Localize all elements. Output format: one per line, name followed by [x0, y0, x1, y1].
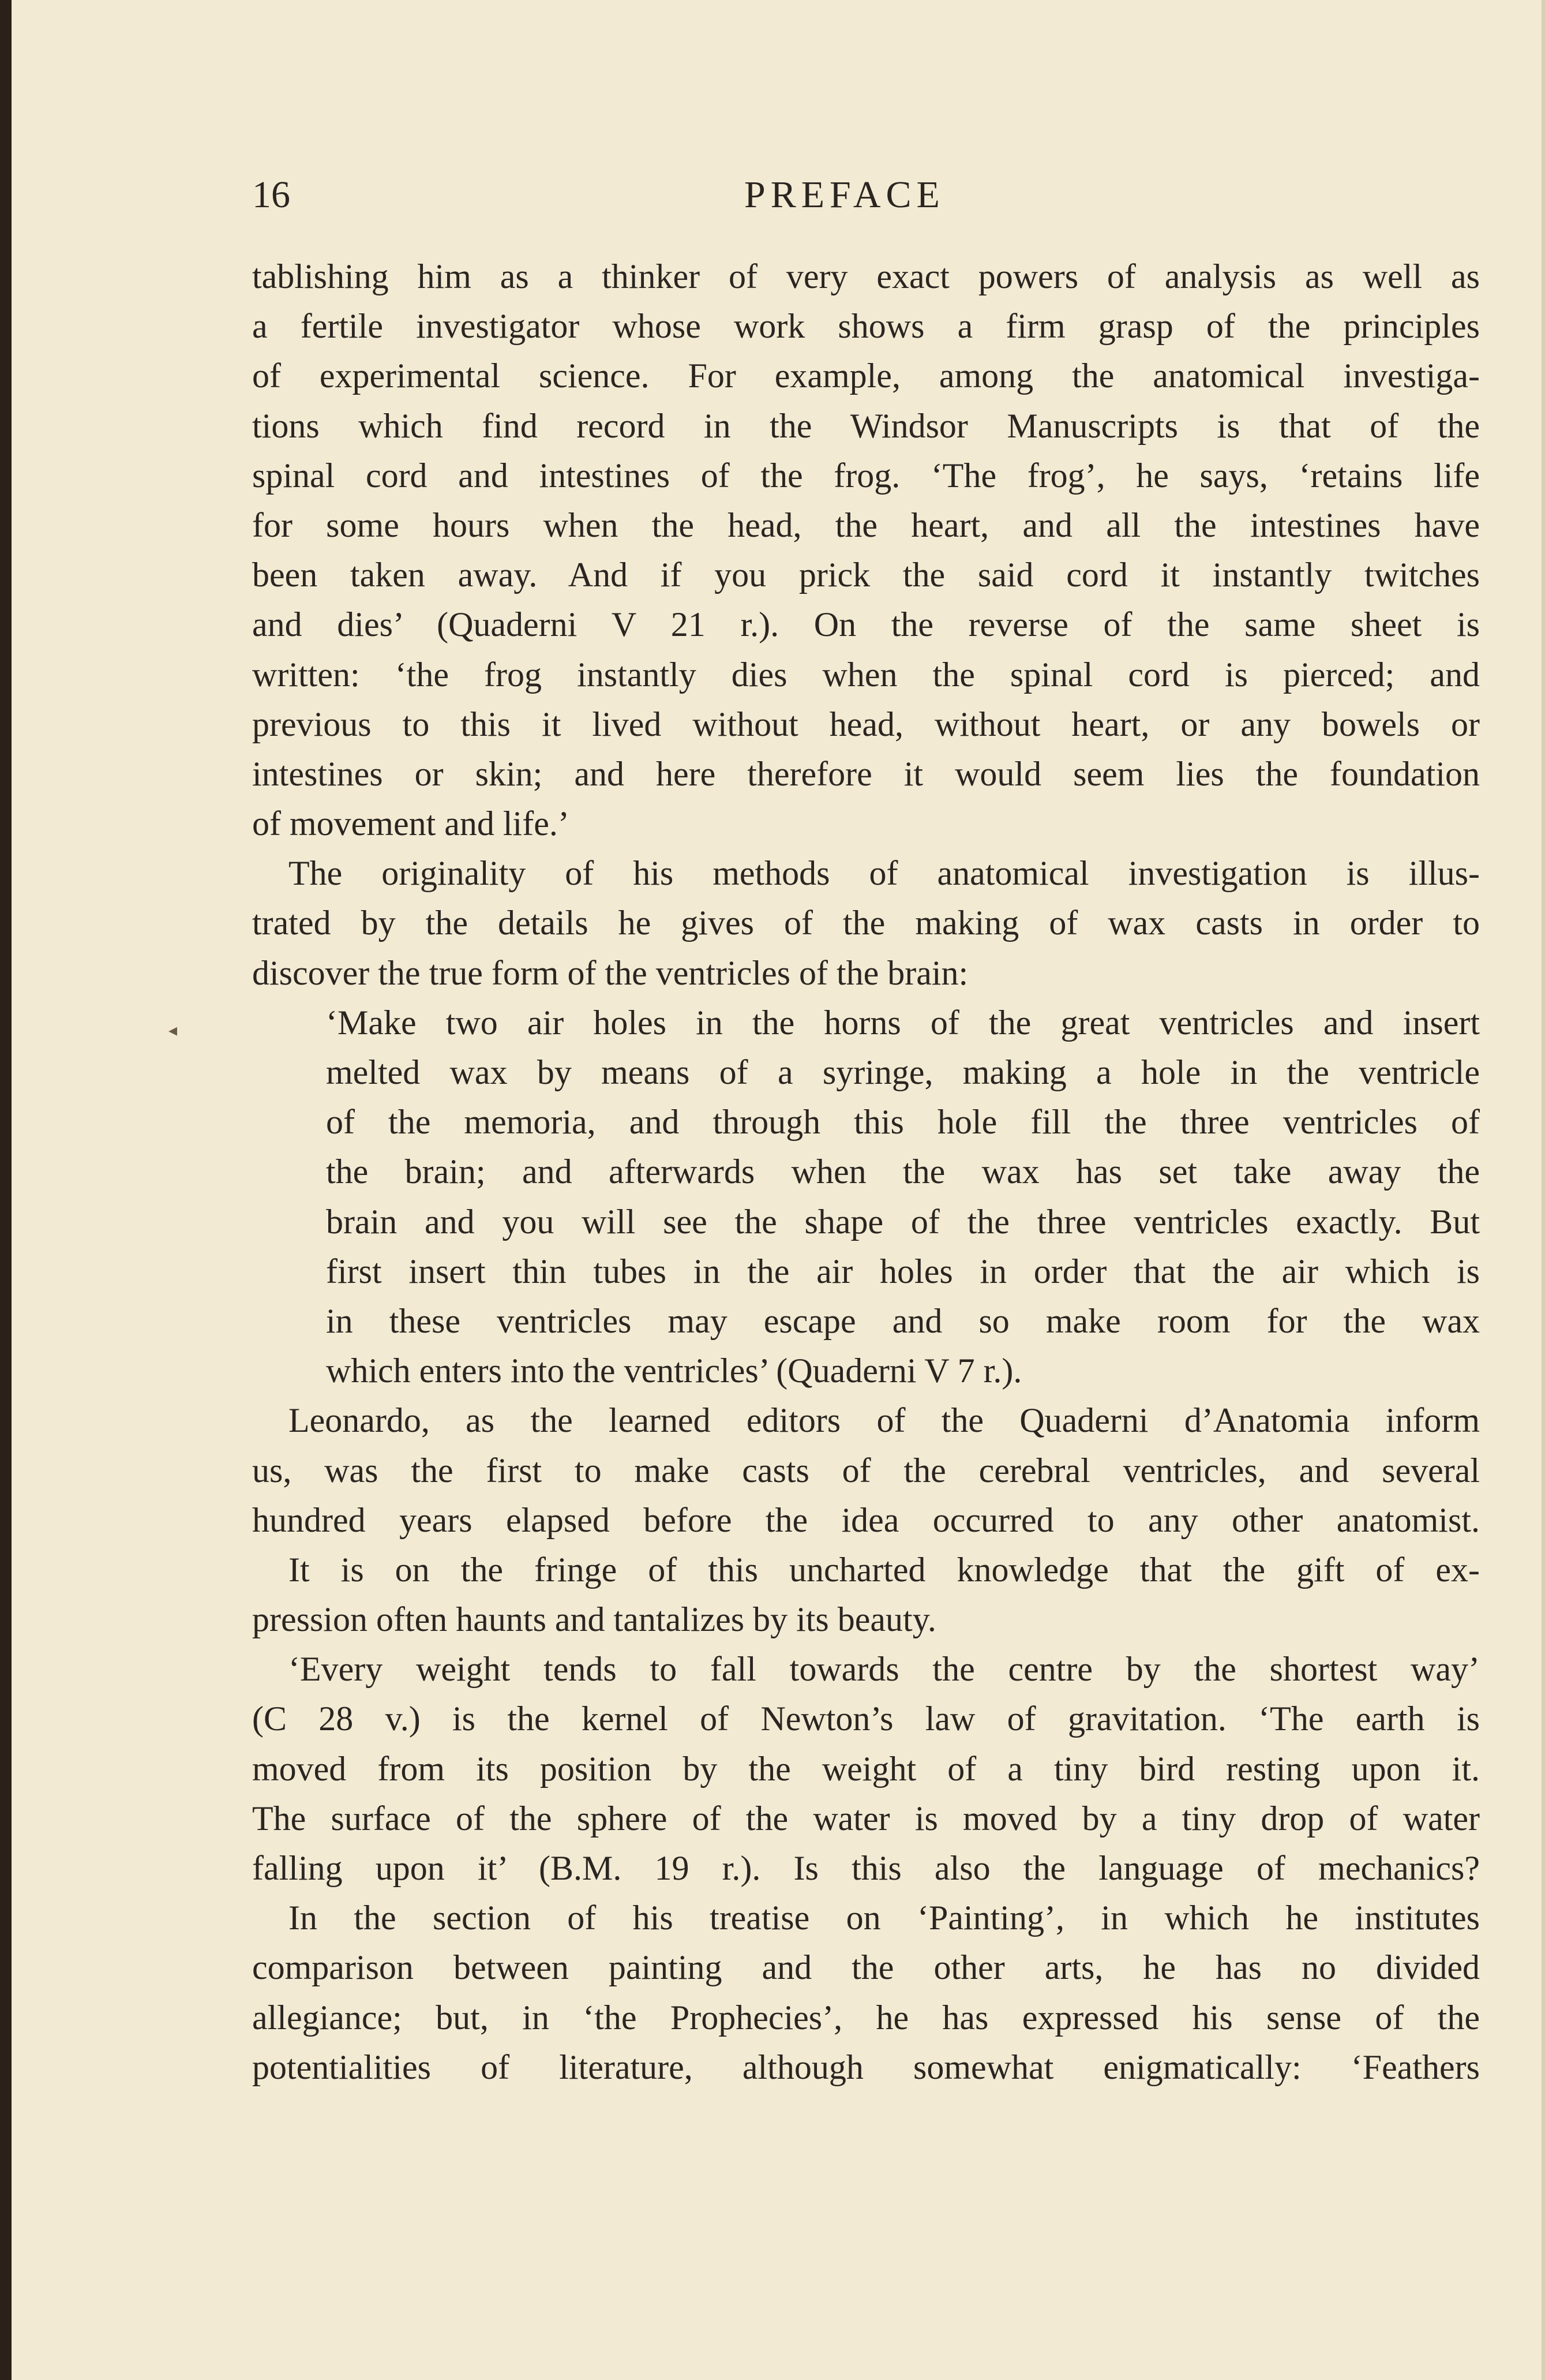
- text-line: The originality of his methods of anatomical investigation is illus-: [288, 854, 1480, 893]
- text-line: brain and you will see the shape of the three ventricles exactly. But: [326, 1202, 1480, 1241]
- text-line: us, was the first to make casts of the cerebral ventricles, and several: [252, 1451, 1480, 1490]
- text-line: tions which find record in the Windsor Manuscripts is that of the: [252, 406, 1480, 445]
- text-line: trated by the details he gives of the making of wax casts in order to: [252, 904, 1480, 942]
- text-line: hundred years elapsed before the idea occurred to any other anatomist.: [252, 1500, 1480, 1539]
- text-line: in these ventricles may escape and so make room for the wax: [326, 1301, 1480, 1340]
- text-line: intestines or skin; and here therefore it would seem lies the foundation: [252, 754, 1480, 793]
- text-line: potentialities of literature, although somewhat enigmatically: ‘Feathers: [252, 2048, 1480, 2086]
- text-line: first insert thin tubes in the air holes in order that the air which is: [326, 1252, 1480, 1290]
- text-line: It is on the fringe of this uncharted knowledge that the gift of ex-: [288, 1550, 1480, 1589]
- scan-left-edge: [0, 0, 12, 2380]
- text-line: of the memoria, and through this hole fill the three ventricles of: [326, 1103, 1480, 1142]
- text-line: moved from its position by the weight of a tiny bird resting upon it.: [252, 1749, 1480, 1788]
- page-number: 16: [252, 174, 290, 216]
- text-line: falling upon it’ (B.M. 19 r.). Is this also the language of mechanics?: [252, 1849, 1480, 1887]
- text-line: spinal cord and intestines of the frog. ‘The frog’, he says, ‘retains life: [252, 456, 1480, 495]
- text-line: discover the true form of the ventricles of the brain:: [252, 953, 969, 992]
- text-line: which enters into the ventricles’ (Quaderni V 7 r.).: [326, 1352, 1022, 1390]
- text-line: melted wax by means of a syringe, making a hole in the ventricle: [326, 1053, 1480, 1091]
- text-line: In the section of his treatise on ‘Painting’, in which he institutes: [288, 1899, 1480, 1937]
- text-line: ‘Every weight tends to fall towards the centre by the shortest way’: [288, 1650, 1480, 1689]
- text-line: Leonardo, as the learned editors of the Quaderni d’Anatomia inform: [288, 1401, 1480, 1440]
- text-line: previous to this it lived without head, without heart, or any bowels or: [252, 705, 1480, 743]
- text-line: (C 28 v.) is the kernel of Newton’s law of gravitation. ‘The earth is: [252, 1700, 1480, 1738]
- text-line: a fertile investigator whose work shows a firm grasp of the principles: [252, 307, 1480, 346]
- scan-right-edge: [1542, 0, 1545, 2380]
- text-line: ‘Make two air holes in the horns of the great ventricles and insert: [326, 1003, 1480, 1042]
- running-head: PREFACE: [744, 174, 945, 216]
- text-line: The surface of the sphere of the water is moved by a tiny drop of water: [252, 1799, 1480, 1838]
- text-line: the brain; and afterwards when the wax has set take away the: [326, 1152, 1480, 1191]
- text-line: of experimental science. For example, among the anatomical investiga-: [252, 357, 1480, 395]
- text-line: for some hours when the head, the heart, and all the intestines have: [252, 506, 1480, 544]
- margin-mark-icon: ◂: [168, 1021, 178, 1040]
- text-line: written: ‘the frog instantly dies when the spinal cord is pierced; and: [252, 655, 1480, 694]
- text-line: comparison between painting and the other arts, he has no divided: [252, 1948, 1480, 1987]
- text-line: allegiance; but, in ‘the Prophecies’, he has expressed his sense of the: [252, 1998, 1480, 2037]
- text-line: pression often haunts and tantalizes by its beauty.: [252, 1600, 936, 1639]
- text-line: been taken away. And if you prick the said cord it instantly twitches: [252, 556, 1480, 594]
- text-line: of movement and life.’: [252, 804, 569, 843]
- text-line: and dies’ (Quaderni V 21 r.). On the reverse of the same sheet is: [252, 605, 1480, 644]
- body-text: [252, 252, 1480, 2092]
- text-line: tablishing him as a thinker of very exact powers of analysis as well as: [252, 257, 1480, 295]
